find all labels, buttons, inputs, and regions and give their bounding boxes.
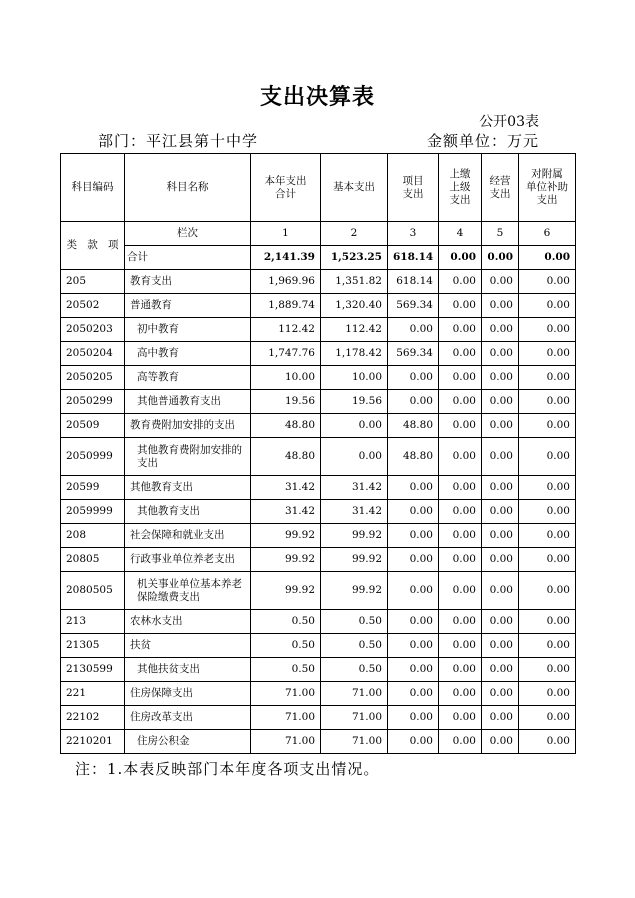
row-value: 569.34 xyxy=(388,294,439,318)
row-name: 其他教育支出 xyxy=(125,500,251,524)
row-value: 31.42 xyxy=(321,500,388,524)
row-value: 10.00 xyxy=(321,366,388,390)
row-value: 48.80 xyxy=(388,414,439,438)
row-value: 0.50 xyxy=(251,634,321,658)
row-name: 住房公积金 xyxy=(125,730,251,754)
header-upper: 上缴 上级 支出 xyxy=(439,154,482,222)
row-value: 71.00 xyxy=(251,706,321,730)
row-name: 社会保障和就业支出 xyxy=(125,524,251,548)
row-value: 99.92 xyxy=(321,548,388,572)
row-value: 0.00 xyxy=(321,438,388,476)
row-value: 0.00 xyxy=(519,706,576,730)
row-code: 20509 xyxy=(61,414,125,438)
row-value: 48.80 xyxy=(251,438,321,476)
row-value: 0.00 xyxy=(388,318,439,342)
row-code: 2210201 xyxy=(61,730,125,754)
row-value: 0.00 xyxy=(519,682,576,706)
total-label: 合计 xyxy=(125,246,251,270)
col-num-1: 1 xyxy=(251,222,321,246)
row-value: 31.42 xyxy=(251,476,321,500)
row-value: 0.00 xyxy=(439,366,482,390)
row-code: 21305 xyxy=(61,634,125,658)
row-value: 0.00 xyxy=(519,658,576,682)
row-value: 0.00 xyxy=(519,476,576,500)
row-value: 0.00 xyxy=(482,294,519,318)
row-value: 0.00 xyxy=(439,342,482,366)
header-operation: 经营 支出 xyxy=(482,154,519,222)
row-value: 0.00 xyxy=(439,318,482,342)
row-code: 205 xyxy=(61,270,125,294)
row-value: 0.00 xyxy=(482,634,519,658)
table-row xyxy=(61,318,576,342)
row-value: 1,178.42 xyxy=(321,342,388,366)
row-value: 0.00 xyxy=(482,476,519,500)
row-name: 其他扶贫支出 xyxy=(125,658,251,682)
table-row xyxy=(61,634,576,658)
row-value: 99.92 xyxy=(251,548,321,572)
row-name: 其他教育费附加安排的支出 xyxy=(125,438,251,476)
row-value: 0.00 xyxy=(439,572,482,610)
row-value: 0.00 xyxy=(439,524,482,548)
total-value: 1,523.25 xyxy=(321,246,388,270)
row-value: 0.00 xyxy=(482,500,519,524)
level-kuan: 款 xyxy=(87,239,98,251)
row-value: 569.34 xyxy=(388,342,439,366)
amount-unit-label: 金额单位：万元 xyxy=(426,132,539,150)
row-name: 普通教育 xyxy=(125,294,251,318)
row-value: 0.00 xyxy=(388,610,439,634)
row-name: 机关事业单位基本养老保险缴费支出 xyxy=(125,572,251,610)
row-value: 71.00 xyxy=(251,682,321,706)
row-value: 0.00 xyxy=(519,500,576,524)
row-value: 0.00 xyxy=(482,438,519,476)
row-value: 0.00 xyxy=(482,524,519,548)
row-value: 0.00 xyxy=(388,706,439,730)
header-subsidy: 对附属 单位补助 支出 xyxy=(519,154,576,222)
row-value: 10.00 xyxy=(251,366,321,390)
row-code: 2080505 xyxy=(61,572,125,610)
table-row xyxy=(61,500,576,524)
row-value: 0.00 xyxy=(519,318,576,342)
row-value: 0.00 xyxy=(519,366,576,390)
row-value: 0.00 xyxy=(439,682,482,706)
row-value: 1,351.82 xyxy=(321,270,388,294)
row-value: 0.00 xyxy=(439,706,482,730)
row-value: 0.00 xyxy=(519,634,576,658)
table-row xyxy=(61,414,576,438)
table-row xyxy=(61,342,576,366)
row-value: 0.00 xyxy=(482,414,519,438)
table-row xyxy=(61,438,576,476)
row-value: 99.92 xyxy=(251,524,321,548)
table-row xyxy=(61,706,576,730)
row-value: 0.50 xyxy=(321,610,388,634)
row-value: 0.00 xyxy=(388,634,439,658)
row-value: 0.50 xyxy=(321,658,388,682)
table-row xyxy=(61,294,576,318)
row-value: 0.00 xyxy=(439,634,482,658)
row-value: 0.00 xyxy=(388,730,439,754)
total-value: 0.00 xyxy=(482,246,519,270)
total-row xyxy=(61,246,576,270)
row-code: 2050204 xyxy=(61,342,125,366)
row-value: 0.00 xyxy=(519,294,576,318)
row-value: 0.00 xyxy=(482,610,519,634)
table-row xyxy=(61,682,576,706)
row-value: 0.00 xyxy=(482,366,519,390)
row-value: 0.00 xyxy=(482,572,519,610)
row-value: 71.00 xyxy=(251,730,321,754)
row-value: 0.00 xyxy=(519,438,576,476)
row-name: 初中教育 xyxy=(125,318,251,342)
row-name: 教育费附加安排的支出 xyxy=(125,414,251,438)
row-code: 208 xyxy=(61,524,125,548)
total-value: 2,141.39 xyxy=(251,246,321,270)
row-value: 0.50 xyxy=(321,634,388,658)
row-value: 0.00 xyxy=(482,548,519,572)
row-value: 0.00 xyxy=(388,524,439,548)
row-code: 2059999 xyxy=(61,500,125,524)
row-value: 1,747.76 xyxy=(251,342,321,366)
column-number-row xyxy=(61,222,576,246)
row-value: 0.00 xyxy=(439,548,482,572)
row-value: 0.00 xyxy=(439,610,482,634)
row-value: 0.00 xyxy=(388,390,439,414)
header-project: 项目 支出 xyxy=(388,154,439,222)
row-code: 2130599 xyxy=(61,658,125,682)
page-title: 支出决算表 xyxy=(259,84,375,110)
table-row xyxy=(61,270,576,294)
row-value: 0.00 xyxy=(388,476,439,500)
col-num-4: 4 xyxy=(439,222,482,246)
row-value: 0.00 xyxy=(482,682,519,706)
row-value: 1,889.74 xyxy=(251,294,321,318)
row-value: 618.14 xyxy=(388,270,439,294)
row-name: 高等教育 xyxy=(125,366,251,390)
row-code: 20502 xyxy=(61,294,125,318)
row-value: 0.00 xyxy=(482,390,519,414)
level-lei: 类 xyxy=(66,239,77,251)
column-label: 栏次 xyxy=(125,222,251,246)
row-value: 0.00 xyxy=(519,572,576,610)
row-name: 农林水支出 xyxy=(125,610,251,634)
row-value: 0.00 xyxy=(482,706,519,730)
row-value: 0.00 xyxy=(388,500,439,524)
row-code: 20805 xyxy=(61,548,125,572)
row-name: 高中教育 xyxy=(125,342,251,366)
row-value: 71.00 xyxy=(321,682,388,706)
row-value: 0.00 xyxy=(439,500,482,524)
row-value: 0.00 xyxy=(388,658,439,682)
row-value: 0.00 xyxy=(519,548,576,572)
row-value: 0.00 xyxy=(439,476,482,500)
table-row xyxy=(61,524,576,548)
row-name: 其他教育支出 xyxy=(125,476,251,500)
row-value: 31.42 xyxy=(251,500,321,524)
total-value: 0.00 xyxy=(439,246,482,270)
row-name: 教育支出 xyxy=(125,270,251,294)
row-value: 48.80 xyxy=(251,414,321,438)
row-value: 0.00 xyxy=(482,730,519,754)
total-value: 0.00 xyxy=(519,246,576,270)
row-value: 31.42 xyxy=(321,476,388,500)
row-value: 0.00 xyxy=(439,294,482,318)
row-code: 2050999 xyxy=(61,438,125,476)
row-value: 99.92 xyxy=(321,524,388,548)
row-value: 0.00 xyxy=(519,524,576,548)
row-value: 112.42 xyxy=(321,318,388,342)
table-row xyxy=(61,610,576,634)
row-code: 213 xyxy=(61,610,125,634)
row-value: 48.80 xyxy=(388,438,439,476)
row-value: 0.00 xyxy=(439,438,482,476)
row-code: 2050203 xyxy=(61,318,125,342)
footnote: 注：1.本表反映部门本年度各项支出情况。 xyxy=(75,760,380,778)
row-value: 1,320.40 xyxy=(321,294,388,318)
header-row xyxy=(61,154,576,222)
row-code: 22102 xyxy=(61,706,125,730)
row-value: 0.00 xyxy=(482,318,519,342)
table-row xyxy=(61,658,576,682)
row-name: 扶贫 xyxy=(125,634,251,658)
row-value: 99.92 xyxy=(321,572,388,610)
row-value: 71.00 xyxy=(321,706,388,730)
row-value: 0.00 xyxy=(519,390,576,414)
row-value: 0.00 xyxy=(439,270,482,294)
row-code: 2050205 xyxy=(61,366,125,390)
row-value: 71.00 xyxy=(321,730,388,754)
row-value: 112.42 xyxy=(251,318,321,342)
expenditure-table xyxy=(60,153,576,754)
row-value: 0.00 xyxy=(388,572,439,610)
total-value: 618.14 xyxy=(388,246,439,270)
row-value: 0.50 xyxy=(251,658,321,682)
header-name: 科目名称 xyxy=(125,154,251,222)
row-value: 0.00 xyxy=(519,270,576,294)
row-value: 0.00 xyxy=(482,270,519,294)
table-row xyxy=(61,366,576,390)
row-value: 0.00 xyxy=(482,658,519,682)
row-code: 20599 xyxy=(61,476,125,500)
table-row xyxy=(61,476,576,500)
col-num-5: 5 xyxy=(482,222,519,246)
level-labels xyxy=(61,222,125,270)
col-num-3: 3 xyxy=(388,222,439,246)
form-number: 公开03表 xyxy=(479,114,539,130)
row-value: 19.56 xyxy=(321,390,388,414)
row-value: 0.00 xyxy=(439,390,482,414)
col-num-6: 6 xyxy=(519,222,576,246)
header-code: 科目编码 xyxy=(61,154,125,222)
row-value: 0.00 xyxy=(388,548,439,572)
department-label: 部门：平江县第十中学 xyxy=(98,132,259,150)
row-value: 19.56 xyxy=(251,390,321,414)
row-value: 0.50 xyxy=(251,610,321,634)
row-value: 0.00 xyxy=(482,342,519,366)
col-num-2: 2 xyxy=(321,222,388,246)
row-value: 0.00 xyxy=(519,730,576,754)
row-value: 0.00 xyxy=(388,682,439,706)
row-value: 0.00 xyxy=(519,610,576,634)
row-value: 0.00 xyxy=(321,414,388,438)
row-code: 221 xyxy=(61,682,125,706)
row-value: 0.00 xyxy=(519,342,576,366)
row-value: 1,969.96 xyxy=(251,270,321,294)
row-name: 住房保障支出 xyxy=(125,682,251,706)
header-basic: 基本支出 xyxy=(321,154,388,222)
table-row xyxy=(61,548,576,572)
row-name: 住房改革支出 xyxy=(125,706,251,730)
row-value: 0.00 xyxy=(439,414,482,438)
row-value: 0.00 xyxy=(439,730,482,754)
table-row xyxy=(61,572,576,610)
row-value: 0.00 xyxy=(519,414,576,438)
table-row xyxy=(61,730,576,754)
header-total: 本年支出 合计 xyxy=(251,154,321,222)
table-row xyxy=(61,390,576,414)
row-value: 99.92 xyxy=(251,572,321,610)
row-code: 2050299 xyxy=(61,390,125,414)
row-value: 0.00 xyxy=(439,658,482,682)
row-name: 其他普通教育支出 xyxy=(125,390,251,414)
level-xiang: 项 xyxy=(108,239,119,251)
row-value: 0.00 xyxy=(388,366,439,390)
row-name: 行政事业单位养老支出 xyxy=(125,548,251,572)
